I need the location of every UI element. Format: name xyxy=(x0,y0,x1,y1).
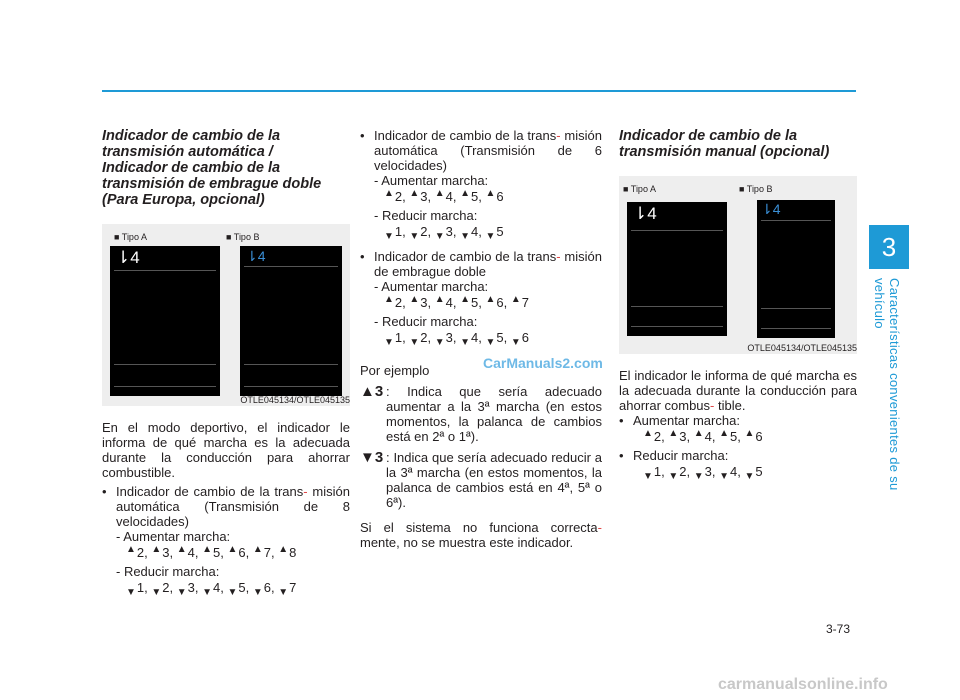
down-triangle-icon: ▼ xyxy=(252,587,263,598)
cluster-figure xyxy=(619,176,857,354)
downshift-gear: $_▼$2, xyxy=(409,224,432,242)
down-triangle-icon: ▼ xyxy=(278,587,289,598)
upshift-gears xyxy=(643,428,857,448)
downshift-gear: $_▼$2, xyxy=(409,330,432,348)
down-triangle-icon: ▼ xyxy=(434,231,445,242)
upshift-label: - Aumentar marcha: xyxy=(374,279,489,294)
down-triangle-icon: ▼ xyxy=(693,471,704,482)
column-2 xyxy=(360,128,602,550)
up-triangle-icon: ▲ xyxy=(485,294,496,305)
down-triangle-icon: ▼ xyxy=(384,231,394,242)
upshift-gear: ▲3, xyxy=(409,294,432,310)
downshift-gear: $_▼$7 xyxy=(278,580,297,598)
bullet-6-speed: • Indicador de cambio de la trans- misión automática (Transmisión de 6 velocidades) xyxy=(360,128,602,173)
down-triangle-icon: ▼ xyxy=(485,231,496,242)
upshift-gear: ▲6, xyxy=(227,544,250,560)
intro-paragraph: En el modo deportivo, el indicador le informa de qué marcha es la adecuada durante la conducción para ahorrar combustible. xyxy=(102,420,350,480)
downshift-gear: $_▼$3, xyxy=(176,580,199,598)
up-triangle-icon: ▲ xyxy=(693,428,704,439)
upshift-gear: ▲7, xyxy=(252,544,275,560)
fig-label-type-b: ■ Tipo B xyxy=(739,184,773,194)
up-triangle-icon: ▲ xyxy=(176,544,187,555)
up-triangle-icon: ▲ xyxy=(668,428,679,439)
down-triangle-icon: ▼ xyxy=(176,587,187,598)
up-triangle-icon: ▲ xyxy=(434,294,445,305)
upshift-gear: ▲5, xyxy=(460,294,482,310)
downshift-gears xyxy=(384,223,602,243)
down-triangle-icon: ▼ xyxy=(744,471,755,482)
upshift-gear: ▲8 xyxy=(278,544,297,560)
chapter-title: Características convenientes de su vehículo xyxy=(872,278,902,491)
bullet-downshift: • Reducir marcha: xyxy=(619,448,857,463)
up-triangle-icon: ▲ xyxy=(719,428,730,439)
up-triangle-icon: ▲ xyxy=(434,188,445,199)
downshift-gear: $_▼$5 xyxy=(485,224,504,242)
display-type-a xyxy=(627,202,727,336)
fig-label-type-b: ■ Tipo B xyxy=(226,232,260,242)
downshift-gears xyxy=(126,579,350,599)
upshift-label: - Aumentar marcha: xyxy=(374,173,489,188)
upshift-gears xyxy=(384,294,602,314)
downshift-gear: $_▼$6 xyxy=(510,330,530,348)
bullet-dual-clutch: • Indicador de cambio de la trans- misión de embrague doble xyxy=(360,249,602,279)
downshift-gear: $_▼$6, xyxy=(252,580,275,598)
bullet-upshift: • Aumentar marcha: xyxy=(619,413,857,428)
upshift-gear: ▲4, xyxy=(176,544,199,560)
downshift-gear: $_▼$5, xyxy=(227,580,250,598)
downshift-label: - Reducir marcha: xyxy=(374,208,478,223)
downshift-gear: $_▼$1, xyxy=(384,330,406,348)
down-triangle-icon: ▼ xyxy=(643,471,653,482)
cluster-figure xyxy=(102,224,350,406)
downshift-gears xyxy=(384,329,602,349)
example-downshift: ▼3 : Indica que sería adecuado reducir a la 3ª marcha (en estos momentos, la palanca de cambios está en 4ª, 5ª o 6ª). xyxy=(360,449,602,510)
down-triangle-icon: ▼ xyxy=(668,471,679,482)
downshift-gear: $_▼$4, xyxy=(202,580,224,598)
downshift-gear: $_▼$4, xyxy=(460,224,482,242)
watermark-footer: carmanualsonline.info xyxy=(718,676,888,693)
down-triangle-icon: ▼ xyxy=(485,337,496,348)
up-triangle-icon: ▲ xyxy=(510,294,521,305)
up-triangle-icon: ▲ xyxy=(384,294,394,305)
column-3 xyxy=(619,128,857,483)
down-triangle-icon: ▼ xyxy=(719,471,730,482)
downshift-gear: $_▼$4, xyxy=(719,464,741,482)
page-number: 3-73 xyxy=(826,622,851,636)
upshift-gear: ▲6 xyxy=(744,428,763,444)
shift-indicator-b: ⇂4 xyxy=(761,201,781,217)
upshift-gear: ▲7 xyxy=(510,294,530,310)
figure-code: OTLE045134/OTLE045135 xyxy=(240,395,350,405)
up-triangle-icon: ▲ xyxy=(409,294,420,305)
down-triangle-icon: ▼ xyxy=(126,587,136,598)
watermark-center: CarManuals2.com xyxy=(483,355,603,371)
up-triangle-icon: ▲ xyxy=(126,544,136,555)
fig-label-type-a: ■ Tipo A xyxy=(623,184,656,194)
column-1 xyxy=(102,128,350,599)
example-title: Por ejemplo xyxy=(360,363,430,378)
upshift-gears xyxy=(126,544,350,564)
upshift-gear: ▲5, xyxy=(202,544,224,560)
downshift-gear: $_▼$4, xyxy=(460,330,482,348)
shift-indicator-a: ⇂4 xyxy=(116,248,140,267)
downshift-3-icon: ▼3 xyxy=(360,449,384,466)
down-triangle-icon: ▼ xyxy=(460,231,471,242)
up-triangle-icon: ▲ xyxy=(202,544,213,555)
downshift-gear: $_▼$3, xyxy=(434,330,457,348)
downshift-gear: $_▼$3, xyxy=(434,224,457,242)
section-heading-manual: Indicador de cambio de la transmisión manual (opcional) xyxy=(619,128,830,160)
upshift-gears xyxy=(384,188,602,208)
upshift-gear: ▲2, xyxy=(384,188,406,204)
example-upshift: ▲3 : Indica que sería adecuado aumentar a la 3ª marcha (en estos momentos, la palanca de cambios está en 2ª o 1ª). xyxy=(360,383,602,444)
section-heading-automatic: Indicador de cambio de la transmisión automática / Indicador de cambio de la transmisión de embrague doble (Para Europa, opcional) xyxy=(102,128,322,208)
up-triangle-icon: ▲ xyxy=(485,188,496,199)
down-triangle-icon: ▼ xyxy=(151,587,162,598)
upshift-gear: ▲3, xyxy=(409,188,432,204)
downshift-gear: $_▼$5, xyxy=(485,330,508,348)
figure-code: OTLE045134/OTLE045135 xyxy=(747,343,857,353)
display-type-a xyxy=(110,246,220,396)
shift-indicator-b: ⇂4 xyxy=(246,248,266,264)
up-triangle-icon: ▲ xyxy=(227,544,238,555)
up-triangle-icon: ▲ xyxy=(252,544,263,555)
bullet-8-speed: • Indicador de cambio de la trans- misión automática (Transmisión de 8 velocidades) xyxy=(102,484,350,529)
up-triangle-icon: ▲ xyxy=(151,544,162,555)
upshift-gear: ▲3, xyxy=(668,428,691,444)
downshift-gear: $_▼$3, xyxy=(693,464,716,482)
up-triangle-icon: ▲ xyxy=(460,188,471,199)
upshift-label: - Aumentar marcha: xyxy=(116,529,231,544)
up-triangle-icon: ▲ xyxy=(643,428,653,439)
upshift-gear: ▲6 xyxy=(485,188,504,204)
downshift-gear: $_▼$2, xyxy=(151,580,174,598)
up-triangle-icon: ▲ xyxy=(384,188,394,199)
downshift-gear: $_▼$1, xyxy=(384,224,406,242)
upshift-gear: ▲2, xyxy=(384,294,406,310)
up-triangle-icon: ▲ xyxy=(278,544,289,555)
shift-indicator-a: ⇂4 xyxy=(633,204,657,223)
chapter-tab: 3 xyxy=(869,225,909,269)
downshift-gear: $_▼$5 xyxy=(744,464,763,482)
up-triangle-icon: ▲ xyxy=(409,188,420,199)
down-triangle-icon: ▼ xyxy=(202,587,213,598)
down-triangle-icon: ▼ xyxy=(409,337,420,348)
malfunction-note: Si el sistema no funciona correcta- mente, no se muestra este indicador. xyxy=(360,520,602,550)
fig-label-type-a: ■ Tipo A xyxy=(114,232,147,242)
upshift-gear: ▲4, xyxy=(434,188,457,204)
down-triangle-icon: ▼ xyxy=(460,337,471,348)
down-triangle-icon: ▼ xyxy=(409,231,420,242)
intro-paragraph: El indicador le informa de qué marcha es la adecuada durante la conducción para ahorrar combus- tible. xyxy=(619,368,857,413)
downshift-label: - Reducir marcha: xyxy=(116,564,220,579)
down-triangle-icon: ▼ xyxy=(510,337,521,348)
upshift-gear: ▲2, xyxy=(643,428,665,444)
downshift-label: - Reducir marcha: xyxy=(374,314,478,329)
upshift-gear: ▲3, xyxy=(151,544,174,560)
upshift-gear: ▲4, xyxy=(434,294,457,310)
display-type-b xyxy=(757,200,835,338)
upshift-3-icon: ▲3 xyxy=(360,383,384,400)
down-triangle-icon: ▼ xyxy=(384,337,394,348)
upshift-gear: ▲5, xyxy=(460,188,482,204)
upshift-gear: ▲6, xyxy=(485,294,508,310)
up-triangle-icon: ▲ xyxy=(460,294,471,305)
header-rule xyxy=(102,90,856,92)
upshift-gear: ▲4, xyxy=(693,428,716,444)
downshift-gear: $_▼$1, xyxy=(643,464,665,482)
up-triangle-icon: ▲ xyxy=(744,428,755,439)
down-triangle-icon: ▼ xyxy=(434,337,445,348)
upshift-gear: ▲5, xyxy=(719,428,741,444)
down-triangle-icon: ▼ xyxy=(227,587,238,598)
upshift-gear: ▲2, xyxy=(126,544,148,560)
downshift-gears xyxy=(643,463,857,483)
downshift-gear: $_▼$2, xyxy=(668,464,691,482)
downshift-gear: $_▼$1, xyxy=(126,580,148,598)
display-type-b xyxy=(240,246,342,396)
